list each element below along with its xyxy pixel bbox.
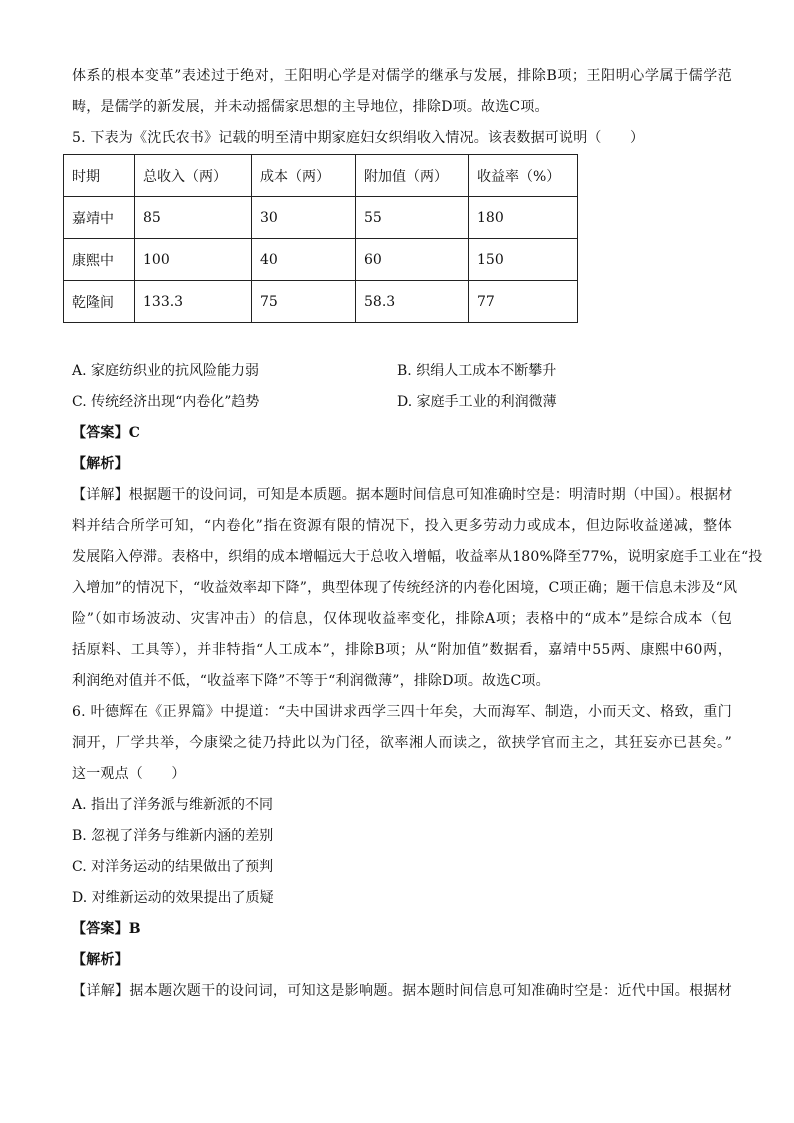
option-c: C. 传统经济出现“内卷化”趋势 [72,394,260,410]
table-cell: 康熙中 [64,239,135,281]
option-a: A. 指出了洋务派与维新派的不同 [72,797,274,813]
answer-label: 【答案】C [72,425,141,441]
table-cell: 77 [469,281,578,323]
table-cell: 180 [469,197,578,239]
paragraph-line: 体系的根本变革”表述过于绝对，王阳明心学是对儒学的继承与发展，排除B项；王阳明心学属于儒学范 [72,68,732,84]
detail-line: 入增加”的情况下，“收益效率却下降”，典型体现了传统经济的内卷化困境，C项正确；题干信息未涉及“风 [72,580,738,596]
detail-line: 险”（如市场波动、灾害冲击）的信息，仅体现收益率变化，排除A项；表格中的“成本”是综合成本（包 [72,611,732,627]
table-header-cell: 总收入（两） [135,155,252,197]
table-header-cell: 收益率（%） [469,155,578,197]
question-6-stem: 这一观点（ ） [72,766,186,782]
detail-line: 料并结合所学可知，“内卷化”指在资源有限的情况下，投入更多劳动力或成本，但边际收益递减，整体 [72,518,732,534]
table-cell: 30 [252,197,356,239]
detail-line: 利润绝对值并不低，“收益率下降”不等于“利润微薄”，排除D项。故选C项。 [72,673,550,689]
table-header-cell: 附加值（两） [356,155,469,197]
option-c: C. 对洋务运动的结果做出了预判 [72,859,274,875]
question-6-stem: 洞开，厂学共举，今康梁之徒乃持此以为门径，欲率湘人而读之，欲挟学官而主之，其狂妄亦已甚矣。” [72,735,732,751]
table-header-row [64,155,578,197]
option-b: B. 忽视了洋务与维新内涵的差别 [72,828,274,844]
option-d: D. 对维新运动的效果提出了质疑 [72,890,274,906]
question-5-stem: 5. 下表为《沈氏农书》记载的明至清中期家庭妇女织绢收入情况。该表数据可说明（ ） [72,130,645,146]
table-cell: 58.3 [356,281,469,323]
table-cell: 嘉靖中 [64,197,135,239]
option-a: A. 家庭纺织业的抗风险能力弱 [72,363,260,379]
option-b: B. 织绢人工成本不断攀升 [397,363,557,379]
detail-line: 括原料、工具等），并非特指“人工成本”，排除B项；从“附加值”数据看，嘉靖中55两、康熙中60两， [72,642,732,658]
table-row [64,281,578,323]
analysis-label: 【解析】 [72,952,129,968]
table-header-cell: 时期 [64,155,135,197]
detail-line: 【详解】根据题干的设问词，可知是本质题。据本题时间信息可知准确时空是：明清时期（中国）。根据材 [72,487,733,503]
table-row [64,197,578,239]
table-cell: 133.3 [135,281,252,323]
table-cell: 85 [135,197,252,239]
detail-line: 【详解】据本题次题干的设问词，可知这是影响题。据本题时间信息可知准确时空是：近代中国。根据材 [72,983,732,999]
table-cell: 75 [252,281,356,323]
analysis-label: 【解析】 [72,456,129,472]
option-d: D. 家庭手工业的利润微薄 [397,394,557,410]
table-row [64,239,578,281]
table-cell: 40 [252,239,356,281]
table-cell: 55 [356,197,469,239]
answer-label: 【答案】B [72,921,141,937]
table-cell: 乾隆间 [64,281,135,323]
detail-line: 发展陷入停滞。表格中，织绢的成本增幅远大于总收入增幅，收益率从180%降至77%，说明家庭手工业在“投 [72,549,763,565]
table-cell: 150 [469,239,578,281]
question-6-stem: 6. 叶德辉在《正界篇》中提道：“夫中国讲求西学三四十年矣，大而海军、制造，小而天文、格致，重门 [72,704,732,720]
table-cell: 60 [356,239,469,281]
income-table [63,154,578,323]
table-header-cell: 成本（两） [252,155,356,197]
table-cell: 100 [135,239,252,281]
paragraph-line: 畴，是儒学的新发展，并未动摇儒家思想的主导地位，排除D项。故选C项。 [72,99,549,115]
